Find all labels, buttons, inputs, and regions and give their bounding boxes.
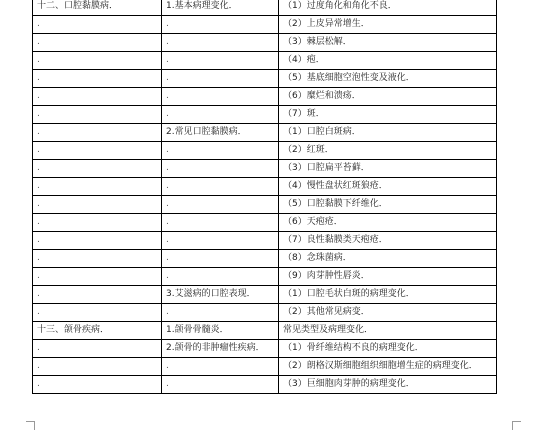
detail-cell: （3）巨细胞肉芽肿的病理变化． — [279, 376, 497, 394]
detail-cell: （7）斑． — [279, 106, 497, 124]
topic-cell: 1.基本病理变化． — [162, 0, 279, 16]
table-row — [33, 286, 497, 304]
topic-cell: . — [162, 358, 279, 376]
page-corner-mark — [512, 421, 521, 430]
table-row — [33, 214, 497, 232]
topic-cell: . — [162, 376, 279, 394]
detail-cell: （2）红斑． — [279, 142, 497, 160]
table-row — [33, 250, 497, 268]
section-cell: . — [33, 52, 162, 70]
table-row — [33, 178, 497, 196]
detail-cell: （6）天疱疮． — [279, 214, 497, 232]
section-cell: . — [33, 304, 162, 322]
section-cell: . — [33, 196, 162, 214]
section-cell: . — [33, 286, 162, 304]
section-cell: . — [33, 142, 162, 160]
detail-cell: （3）口腔扁平苔藓． — [279, 160, 497, 178]
section-cell: . — [33, 106, 162, 124]
topic-cell: . — [162, 16, 279, 34]
detail-cell: （1）口腔白斑病． — [279, 124, 497, 142]
detail-cell: （4）慢性盘状红斑狼疮． — [279, 178, 497, 196]
topic-cell: . — [162, 106, 279, 124]
detail-cell: （5）基底细胞空泡性变及液化． — [279, 70, 497, 88]
section-cell: . — [33, 124, 162, 142]
section-cell: . — [33, 268, 162, 286]
table-row — [33, 142, 497, 160]
table-row — [33, 322, 497, 340]
topic-cell: . — [162, 232, 279, 250]
table-row — [33, 52, 497, 70]
syllabus-table — [32, 0, 497, 394]
table-row — [33, 70, 497, 88]
topic-cell: . — [162, 52, 279, 70]
table-row — [33, 34, 497, 52]
detail-cell: （5）口腔黏膜下纤维化． — [279, 196, 497, 214]
table-row — [33, 340, 497, 358]
detail-cell: （9）肉芽肿性唇炎． — [279, 268, 497, 286]
table-row — [33, 376, 497, 394]
detail-cell: （7）良性黏膜类天疱疮． — [279, 232, 497, 250]
detail-cell: （4）疱． — [279, 52, 497, 70]
section-cell: . — [33, 232, 162, 250]
table-row — [33, 106, 497, 124]
table-row — [33, 196, 497, 214]
topic-cell: . — [162, 214, 279, 232]
section-cell: 十二、口腔黏膜病． — [33, 0, 162, 16]
section-cell: . — [33, 16, 162, 34]
section-cell: . — [33, 88, 162, 106]
detail-cell: （1）过度角化和角化不良． — [279, 0, 497, 16]
topic-cell: . — [162, 88, 279, 106]
topic-cell: . — [162, 268, 279, 286]
topic-cell: . — [162, 34, 279, 52]
topic-cell: . — [162, 196, 279, 214]
section-cell: . — [33, 70, 162, 88]
table-row — [33, 0, 497, 16]
topic-cell: 1.颌骨骨髓炎． — [162, 322, 279, 340]
detail-cell: （2）其他常见病变． — [279, 304, 497, 322]
detail-cell: （3）棘层松解． — [279, 34, 497, 52]
syllabus-table-body — [33, 0, 497, 394]
topic-cell: 2.颌骨的非肿瘤性疾病． — [162, 340, 279, 358]
topic-cell: . — [162, 70, 279, 88]
section-cell: . — [33, 160, 162, 178]
table-row — [33, 304, 497, 322]
section-cell: . — [33, 358, 162, 376]
detail-cell: （2）朗格汉斯细胞组织细胞增生症的病理变化． — [279, 358, 497, 376]
detail-cell: （6）糜烂和溃疡． — [279, 88, 497, 106]
topic-cell: . — [162, 250, 279, 268]
section-cell: . — [33, 34, 162, 52]
table-row — [33, 232, 497, 250]
detail-cell: （8）念珠菌病． — [279, 250, 497, 268]
topic-cell: . — [162, 178, 279, 196]
section-cell: . — [33, 340, 162, 358]
table-row — [33, 160, 497, 178]
section-cell: . — [33, 376, 162, 394]
detail-cell: （2）上皮异常增生． — [279, 16, 497, 34]
section-cell: 十三、颌骨疾病． — [33, 322, 162, 340]
detail-cell: 常见类型及病理变化． — [279, 322, 497, 340]
topic-cell: . — [162, 160, 279, 178]
table-row — [33, 268, 497, 286]
detail-cell: （1）骨纤维结构不良的病理变化． — [279, 340, 497, 358]
table-row — [33, 124, 497, 142]
page-corner-mark — [26, 421, 35, 430]
detail-cell: （1）口腔毛状白斑的病理变化． — [279, 286, 497, 304]
table-row — [33, 358, 497, 376]
section-cell: . — [33, 250, 162, 268]
section-cell: . — [33, 214, 162, 232]
topic-cell: . — [162, 304, 279, 322]
table-row — [33, 16, 497, 34]
topic-cell: . — [162, 142, 279, 160]
topic-cell: 3.艾滋病的口腔表现． — [162, 286, 279, 304]
topic-cell: 2.常见口腔黏膜病． — [162, 124, 279, 142]
section-cell: . — [33, 178, 162, 196]
table-row — [33, 88, 497, 106]
